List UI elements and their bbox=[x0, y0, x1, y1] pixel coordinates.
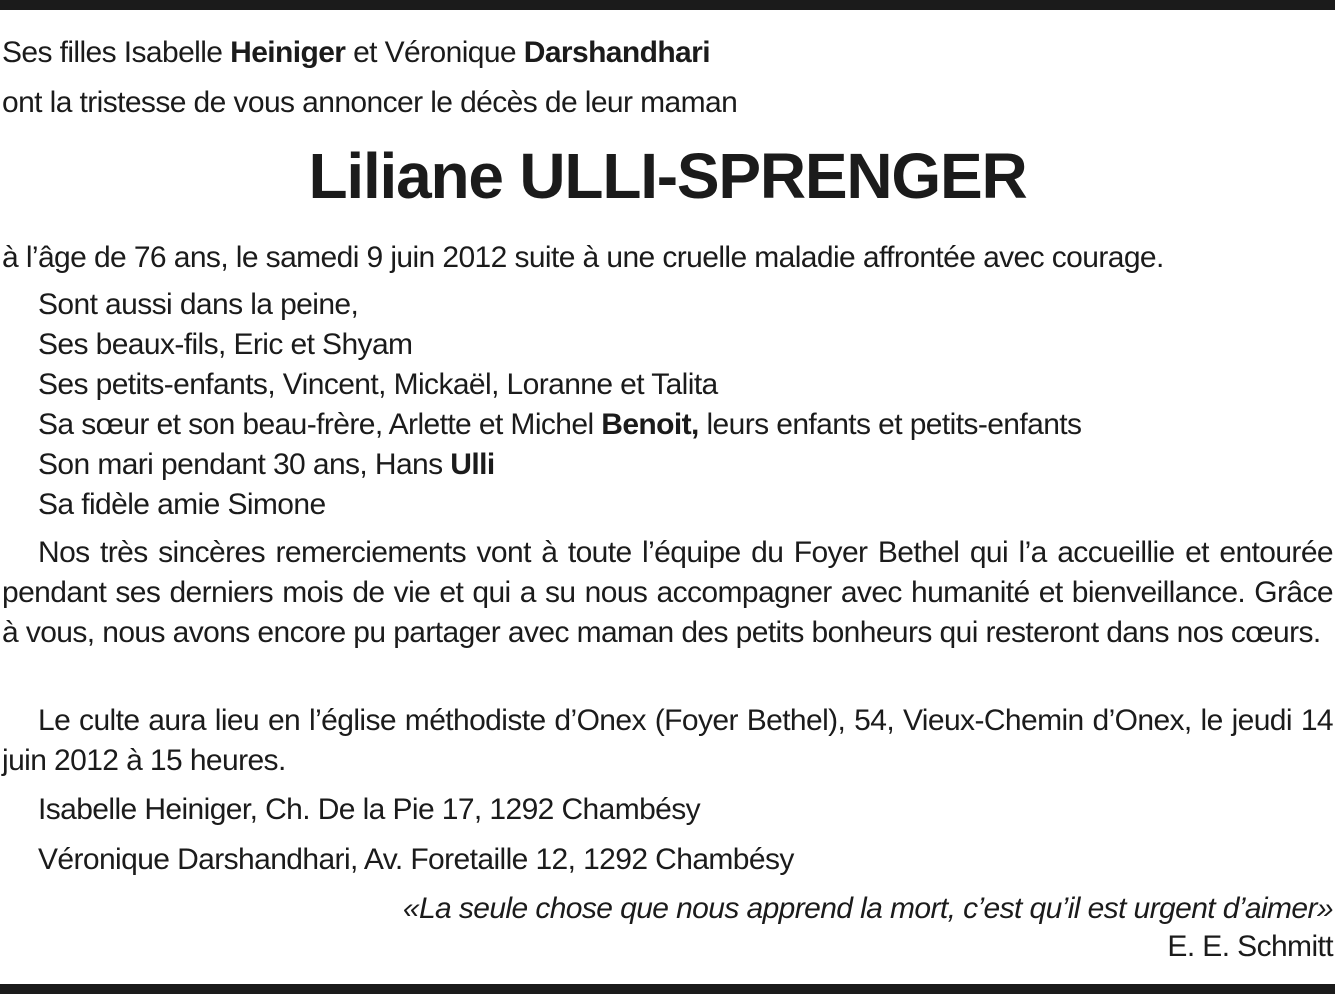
address-2: Véronique Darshandhari, Av. Foretaille 12, 1292 Chambésy bbox=[38, 843, 794, 876]
age-line: à l’âge de 76 ans, le samedi 9 juin 2012 suite à une cruelle maladie affrontée avec courage. bbox=[2, 241, 1164, 274]
surname-ulli: Ulli bbox=[450, 448, 495, 481]
family-line-6: Sa fidèle amie Simone bbox=[38, 488, 326, 521]
deceased-name: Liliane ULLI-SPRENGER bbox=[308, 140, 1027, 212]
surname-benoit: Benoit, bbox=[601, 408, 699, 441]
family-line-4: Sa sœur et son beau-frère, Arlette et Michel Benoit, leurs enfants et petits-enfants bbox=[38, 408, 1082, 441]
intro-line-1: Ses filles Isabelle Heiniger et Véronique Darshandhari bbox=[2, 36, 710, 69]
service-paragraph: Le culte aura lieu en l’église méthodiste d’Onex (Foyer Bethel), 54, Vieux-Chemin d’Onex, le jeudi 14 juin 2012 à 15 heures. bbox=[2, 704, 1333, 777]
bottom-rule bbox=[0, 984, 1335, 994]
top-rule bbox=[0, 0, 1335, 10]
address-1: Isabelle Heiniger, Ch. De la Pie 17, 1292 Chambésy bbox=[38, 793, 701, 826]
family-line-3: Ses petits-enfants, Vincent, Mickaël, Loranne et Talita bbox=[38, 368, 718, 401]
quote-author: E. E. Schmitt bbox=[1167, 930, 1333, 963]
thanks-paragraph: Nos très sincères remerciements vont à toute l’équipe du Foyer Bethel qui l’a accueillie et entourée pendant ses derniers mois de vie et qui a su nous accompagner avec humanité et bienveillance. Grâce à vous, nous avons encore pu partager avec maman des petits bonheurs qui resteront dans nos cœurs. bbox=[2, 536, 1333, 649]
surname-darshandhari: Darshandhari bbox=[523, 36, 710, 69]
family-line-5: Son mari pendant 30 ans, Hans Ulli bbox=[38, 448, 495, 481]
intro-line-2: ont la tristesse de vous annoncer le décès de leur maman bbox=[2, 86, 738, 119]
quote: «La seule chose que nous apprend la mort, c’est qu’il est urgent d’aimer» bbox=[402, 892, 1333, 925]
surname-heiniger: Heiniger bbox=[230, 36, 346, 69]
family-line-2: Ses beaux-fils, Eric et Shyam bbox=[38, 328, 413, 361]
family-line-1: Sont aussi dans la peine, bbox=[38, 288, 359, 321]
